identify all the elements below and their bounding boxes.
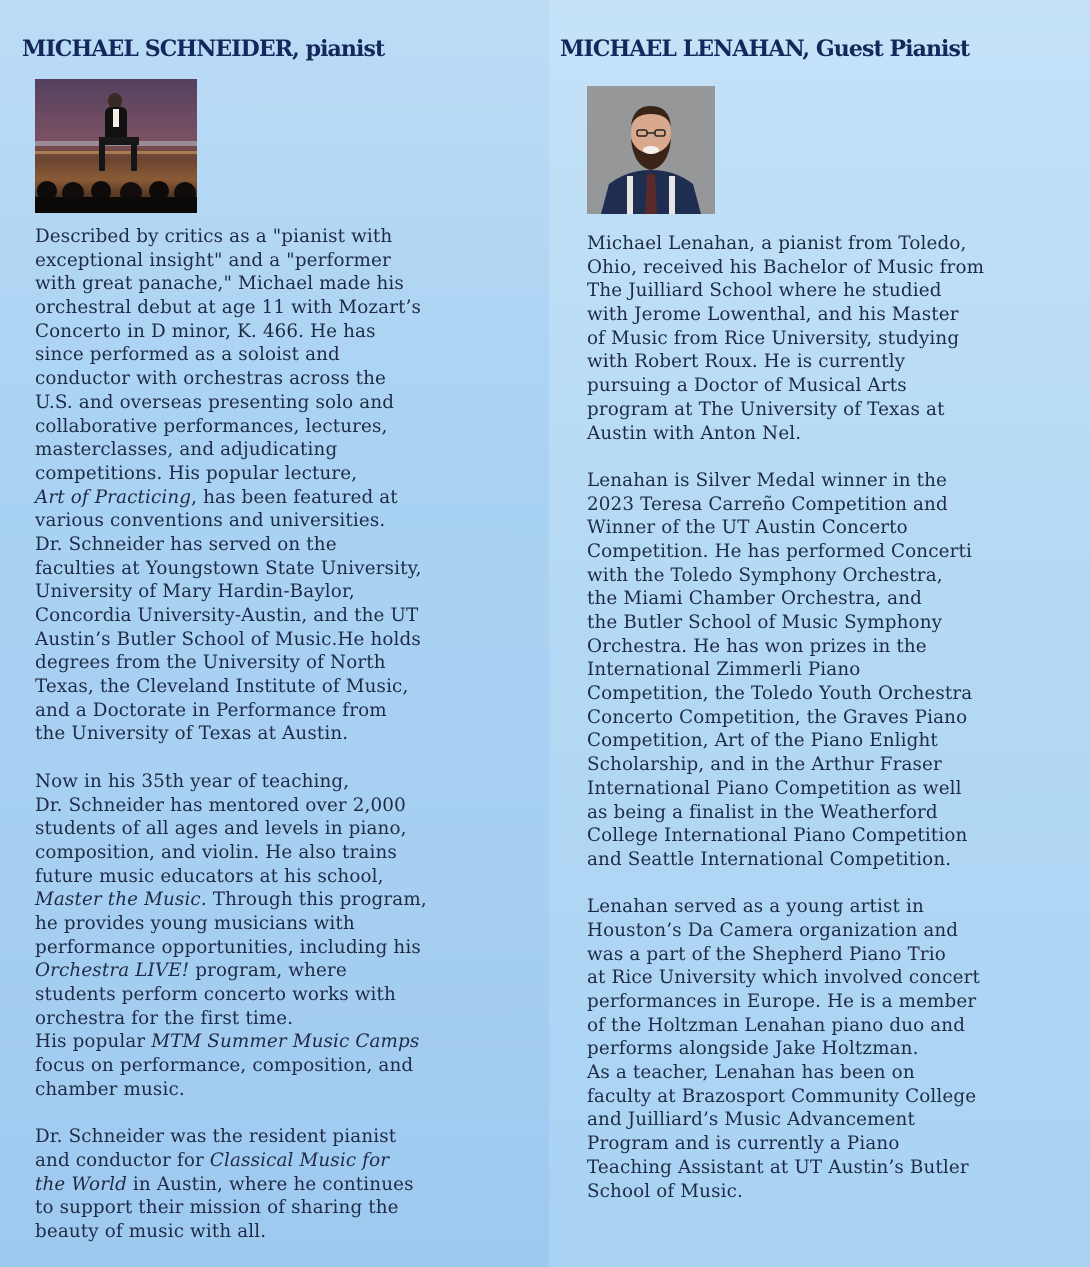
bio-text: orchestra for the first time. <box>35 1007 294 1029</box>
bio-text: pursuing a Doctor of Musical Arts <box>587 375 907 397</box>
bio-text: since performed as a soloist and <box>35 344 340 366</box>
bio-line <box>587 350 984 374</box>
bio-text: composition, and violin. He also trains <box>35 841 397 863</box>
bio-text: Competition. He has performed Concerti <box>587 540 972 562</box>
bio-line <box>35 391 427 415</box>
bio-line <box>35 249 427 273</box>
bio-line <box>587 966 984 990</box>
lenahan-photo-image <box>587 86 715 214</box>
bio-line <box>35 1125 427 1149</box>
lenahan-panel <box>549 0 1090 1267</box>
bio-line <box>587 279 984 303</box>
bio-line <box>35 1173 427 1197</box>
bio-line <box>587 682 984 706</box>
bio-line <box>35 225 427 249</box>
bio-text: and Juilliard’s Music Advancement <box>587 1109 915 1131</box>
bio-text: the Butler School of Music Symphony <box>587 612 943 633</box>
bio-line <box>587 1014 984 1038</box>
bio-line <box>35 1078 427 1102</box>
bio-line <box>35 888 427 912</box>
bio-line <box>35 1149 427 1173</box>
bio-text: Lenahan served as a young artist in <box>587 896 924 918</box>
bio-paragraph <box>35 770 427 1102</box>
bio-text: Now in his 35th year of teaching, <box>35 770 350 792</box>
bio-line <box>587 516 984 540</box>
bio-text: U.S. and overseas presenting solo and <box>35 391 395 413</box>
bio-text: International Piano Competition as well <box>587 777 962 799</box>
bio-text: beauty of music with all. <box>35 1220 267 1242</box>
bio-line <box>587 469 984 493</box>
bio-line <box>587 777 984 801</box>
bio-line <box>35 296 427 320</box>
bio-text: Dr. Schneider has mentored over 2,000 <box>35 794 406 816</box>
lenahan-bio <box>587 232 984 1227</box>
bio-line <box>35 1007 427 1031</box>
bio-text: Dr. Schneider has served on the <box>35 533 337 555</box>
bio-text: and Seattle International Competition. <box>587 848 952 870</box>
lenahan-heading: MICHAEL LENAHAN, Guest Pianist <box>560 36 970 62</box>
bio-text: various conventions and universities. <box>35 510 386 532</box>
bio-line <box>35 865 427 889</box>
bio-line <box>587 493 984 517</box>
bio-text: masterclasses, and adjudicating <box>35 439 338 461</box>
bio-line <box>35 651 427 675</box>
bio-line <box>35 533 427 557</box>
bio-line <box>35 320 427 344</box>
bio-line <box>587 1085 984 1109</box>
bio-text: Concerto Competition, the Graves Piano <box>587 706 968 728</box>
bio-italic-title: Art of Practicing <box>35 486 192 508</box>
bio-text: the University of Texas at Austin. <box>35 723 349 745</box>
bio-text: School of Music. <box>587 1180 743 1202</box>
bio-text: degrees from the University of North <box>35 652 386 674</box>
bio-line <box>35 936 427 960</box>
bio-line <box>35 343 427 367</box>
bio-text: Competition, Art of the Piano Enlight <box>587 730 938 752</box>
bio-text: Through this program, <box>206 889 427 911</box>
bio-line <box>587 1180 984 1204</box>
bio-text: Houston’s Da Camera organization and <box>587 919 959 941</box>
bio-text: conductor with orchestras across the <box>35 368 386 390</box>
bio-text: orchestral debut at age 11 with Mozart’s <box>35 297 422 319</box>
bio-text: His popular <box>35 1031 152 1053</box>
bio-text: of Music from Rice University, studying <box>587 327 960 349</box>
bio-italic-title: Classical Music for <box>209 1149 390 1171</box>
bio-text: with Jerome Lowenthal, and his Master <box>587 304 959 326</box>
bio-line <box>587 1061 984 1085</box>
bio-text: students of all ages and levels in piano, <box>35 818 407 840</box>
bio-text: faculties at Youngstown State University, <box>35 557 422 579</box>
bio-text: collaborative performances, lectures, <box>35 415 388 437</box>
bio-line <box>587 943 984 967</box>
bio-line <box>587 753 984 777</box>
bio-italic-title: MTM Summer Music Camps <box>151 1031 420 1053</box>
bio-line <box>35 462 427 486</box>
bio-line <box>587 801 984 825</box>
bio-text: Winner of the UT Austin Concerto <box>587 517 908 539</box>
bio-line <box>35 509 427 533</box>
bio-line <box>35 912 427 936</box>
bio-line <box>587 587 984 611</box>
bio-text: Program and is currently a Piano <box>587 1133 900 1155</box>
bio-line <box>35 699 427 723</box>
bio-line <box>35 675 427 699</box>
bio-text: focus on performance, composition, and <box>35 1055 414 1077</box>
bio-text: 2023 Teresa Carreño Competition and <box>587 493 948 515</box>
bio-text: with the Toledo Symphony Orchestra, <box>587 564 943 586</box>
bio-line <box>35 580 427 604</box>
bio-text: , has been featured at <box>191 486 398 508</box>
bio-text: Teaching Assistant at UT Austin’s Butler <box>587 1156 969 1178</box>
bio-line <box>35 415 427 439</box>
bio-line <box>35 1220 427 1244</box>
bio-line <box>35 486 427 510</box>
bio-line <box>587 232 984 256</box>
bio-text: The Juilliard School where he studied <box>587 280 942 302</box>
bio-text: competitions. His popular lecture, <box>35 462 358 484</box>
bio-line <box>587 848 984 872</box>
bio-text: Lenahan is Silver Medal winner in the <box>587 469 947 491</box>
bio-line <box>587 564 984 588</box>
bio-text: Ohio, received his Bachelor of Music from <box>587 256 985 278</box>
bio-line <box>35 438 427 462</box>
bio-line <box>587 540 984 564</box>
bio-text: program at The University of Texas at <box>587 398 945 420</box>
bio-line <box>587 919 984 943</box>
bio-line <box>587 422 984 446</box>
bio-line <box>587 729 984 753</box>
bio-line <box>35 557 427 581</box>
bio-line <box>587 611 984 635</box>
bio-line <box>587 1132 984 1156</box>
bio-text: Austin with Anton Nel. <box>587 422 802 444</box>
bio-paragraph <box>587 232 984 445</box>
bio-text: program, where <box>189 960 347 982</box>
bio-line <box>35 604 427 628</box>
schneider-photo <box>35 79 197 213</box>
bio-line <box>35 1030 427 1054</box>
bio-italic-title: the World <box>35 1173 127 1195</box>
bio-text: faculty at Brazosport Community College <box>587 1085 977 1107</box>
bio-text: the Miami Chamber Orchestra, and <box>587 588 922 610</box>
bio-text: Competition, the Toledo Youth Orchestra <box>587 683 973 705</box>
bio-text: International Zimmerli Piano <box>587 659 861 681</box>
bio-text: he provides young musicians with <box>35 912 355 934</box>
bio-text: Concordia University-Austin, and the UT <box>35 605 419 626</box>
bio-line <box>587 1156 984 1180</box>
bio-text: in Austin, where he continues <box>126 1173 414 1195</box>
bio-italic-title: Master the Music. <box>35 889 207 911</box>
bio-text: College International Piano Competition <box>587 825 968 847</box>
schneider-heading: MICHAEL SCHNEIDER, pianist <box>22 36 385 62</box>
bio-line <box>35 1196 427 1220</box>
lenahan-photo <box>587 86 715 214</box>
bio-text: to support their mission of sharing the <box>35 1197 399 1219</box>
bio-paragraph <box>587 895 984 1203</box>
bio-text: exceptional insight" and a "performer <box>35 249 391 271</box>
bio-text: and conductor for <box>35 1149 210 1171</box>
bio-paragraph <box>587 469 984 872</box>
bio-text: future music educators at his school, <box>35 865 384 887</box>
bio-text: Texas, the Cleveland Institute of Music, <box>35 676 409 698</box>
schneider-bio <box>35 225 427 1267</box>
bio-line <box>587 1108 984 1132</box>
schneider-photo-image <box>35 79 197 213</box>
bio-text: Described by critics as a "pianist with <box>35 226 393 247</box>
bio-italic-title: Orchestra LIVE! <box>35 960 190 982</box>
bio-text: students perform concerto works with <box>35 984 396 1005</box>
bio-paragraph <box>35 1125 427 1243</box>
bio-line <box>35 367 427 391</box>
bio-text: Orchestra. He has won prizes in the <box>587 635 927 657</box>
bio-line <box>35 272 427 296</box>
bio-line <box>35 817 427 841</box>
bio-text: performance opportunities, including his <box>35 936 421 958</box>
bio-text: with Robert Roux. He is currently <box>587 351 906 373</box>
bio-text: of the Holtzman Lenahan piano duo and <box>587 1014 966 1036</box>
bio-line <box>587 635 984 659</box>
bio-line <box>587 374 984 398</box>
bio-text: Dr. Schneider was the resident pianist <box>35 1126 397 1148</box>
bio-line <box>587 1037 984 1061</box>
bio-text: Scholarship, and in the Arthur Fraser <box>587 754 942 776</box>
bio-line <box>35 841 427 865</box>
bio-text: with great panache," Michael made his <box>35 273 404 295</box>
bio-line <box>587 706 984 730</box>
bio-line <box>587 990 984 1014</box>
bio-text: Michael Lenahan, a pianist from Toledo, <box>587 233 967 254</box>
bio-text: performances in Europe. He is a member <box>587 991 977 1012</box>
bio-line <box>587 398 984 422</box>
bio-line <box>35 722 427 746</box>
bio-line <box>35 628 427 652</box>
bio-text: As a teacher, Lenahan has been on <box>587 1062 915 1084</box>
bio-text: University of Mary Hardin-Baylor, <box>35 581 355 603</box>
bio-text: Austin’s Butler School of Music.He holds <box>35 628 421 650</box>
bio-line <box>35 770 427 794</box>
bio-text: chamber music. <box>35 1078 185 1100</box>
bio-line <box>587 327 984 351</box>
bio-line <box>587 256 984 280</box>
bio-line <box>35 959 427 983</box>
bio-line <box>587 303 984 327</box>
bio-text: as being a finalist in the Weatherford <box>587 801 938 823</box>
bio-text: Concerto in D minor, K. 466. He has <box>35 320 376 342</box>
bio-line <box>35 794 427 818</box>
bio-text: at Rice University which involved concert <box>587 967 981 989</box>
bio-line <box>35 1054 427 1078</box>
bio-line <box>587 658 984 682</box>
bio-text: was a part of the Shepherd Piano Trio <box>587 943 946 965</box>
bio-line <box>587 895 984 919</box>
bio-text: and a Doctorate in Performance from <box>35 699 387 721</box>
bio-paragraph <box>35 225 427 746</box>
bio-line <box>587 824 984 848</box>
bio-text: performs alongside Jake Holtzman. <box>587 1038 919 1060</box>
bio-line <box>35 983 427 1007</box>
